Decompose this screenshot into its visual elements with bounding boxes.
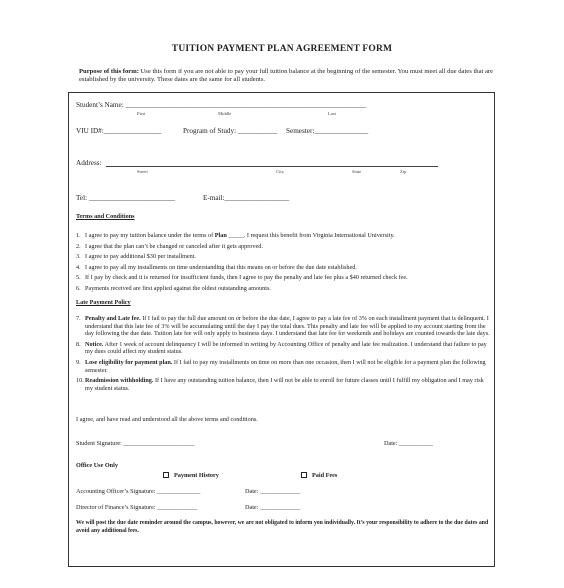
late-policy-list <box>76 315 490 392</box>
list-item: 3. I agree to pay additional $30 per installment. <box>76 253 196 260</box>
terms-list <box>76 232 490 295</box>
list-item: 4. I agree to pay all my installments on time understanding that this means on or before the due date established. <box>76 263 357 271</box>
late-policy-heading: Late Payment Policy <box>76 299 131 306</box>
list-item: 1. I agree to pay my tuition balance under the terms of Plan _____. I request this benefit from Virginia International University. <box>76 232 395 239</box>
list-item: 8. Notice. After 1 week of account delinquency I will be informed in writing by Accounting Office of penalty and late fee realization. I understand that failure to pay my dues could affect my student status. <box>76 340 487 356</box>
email-field[interactable]: E-mail:__________________ <box>203 194 290 202</box>
agreement-statement: I agree, and have read and understood all the above terms and conditions. <box>76 416 258 423</box>
footer-notice: We will post the due date reminder around the campus, however, we are not obligated to inform you individually. It’s your responsibility to adhere to the due dates and avoid any additional fees. <box>76 520 489 534</box>
purpose-statement <box>79 68 499 84</box>
address-line[interactable] <box>106 166 438 167</box>
address-label: Address: <box>76 159 102 167</box>
list-item: 2. I agree that the plan can’t be changed or canceled after it gets approved. <box>76 242 263 250</box>
addr-zip-label: Zip <box>400 169 407 174</box>
payment-history-label: Payment History <box>174 472 219 479</box>
paid-fees-checkbox[interactable] <box>301 472 307 478</box>
name-first-label: First <box>137 111 146 116</box>
list-item: 7. Penalty and Late fee. If I fail to pay the full due amount on or before the due date, I agree to pay a late fee of 3% on each installment payment that is delinquent. I understand that this late fee of 3% will be accumulating until the day I pay the total dues. This penalty and late fee will be applied to my account starting from the day following the due date. Tuition late fee will only apply to business days. I understand that late fee for weekends and holidays are counted towards the late days. <box>76 315 490 338</box>
addr-city-label: City <box>276 169 284 174</box>
list-item: 6. Payments received are first applied against the oldest outstanding amounts. <box>76 284 271 292</box>
addr-state-label: State <box>352 169 362 174</box>
student-date-field[interactable]: Date: ___________ <box>384 440 433 447</box>
accounting-signature-field[interactable]: Accounting Officer’s Signature: ______________ <box>76 488 201 495</box>
director-date-field[interactable]: Date: _____________ <box>245 504 301 511</box>
list-item: 10. Readmission withholding. If I have any outstanding tuition balance, then I will not be able to enroll for future classes until I fulfill my obligation and I may risk my student status. <box>76 377 484 392</box>
form-title: TUITION PAYMENT PLAN AGREEMENT FORM <box>171 44 393 54</box>
tel-field[interactable]: Tel: ________________________ <box>76 194 176 202</box>
payment-history-checkbox[interactable] <box>163 472 169 478</box>
accounting-date-field[interactable]: Date: _____________ <box>245 488 301 495</box>
office-use-heading: Office Use Only <box>76 462 118 469</box>
semester-field[interactable]: Semester:_______________ <box>286 127 369 135</box>
paid-fees-label: Paid Fees <box>312 472 338 479</box>
name-middle-label: Middle <box>218 111 232 116</box>
name-last-label: Last <box>328 111 336 116</box>
director-signature-field[interactable]: Director of Finance’s Signature: _____________ <box>76 504 198 511</box>
purpose-label: Purpose of this form: <box>79 68 139 75</box>
list-item: 9. Lose eligibility for payment plan. If I fail to pay my installments on time on more than one occasion, then I will not be eligible for a payment plan the following semester. <box>76 358 486 374</box>
student-name-field[interactable]: Student’s Name: ___________________________________________________________________ <box>76 101 367 109</box>
terms-heading: Terms and Conditions <box>76 213 135 220</box>
purpose-text: Use this form if you are not able to pay your full tuition balance at the beginning of the semester. You must meet all due dates that are established by the university. These dates are the same for all students. <box>79 68 494 83</box>
program-field[interactable]: Program of Study: ___________ <box>183 127 278 135</box>
viu-id-field[interactable]: VIU ID#:________________ <box>76 127 162 135</box>
student-signature-field[interactable]: Student Signature: _______________________ <box>76 440 195 447</box>
list-item: 5. If I pay by check and it is returned for insufficient funds, then I agree to pay the penalty and late fee plus a $40 returned check fee. <box>76 274 408 281</box>
addr-street-label: Street <box>137 169 148 174</box>
